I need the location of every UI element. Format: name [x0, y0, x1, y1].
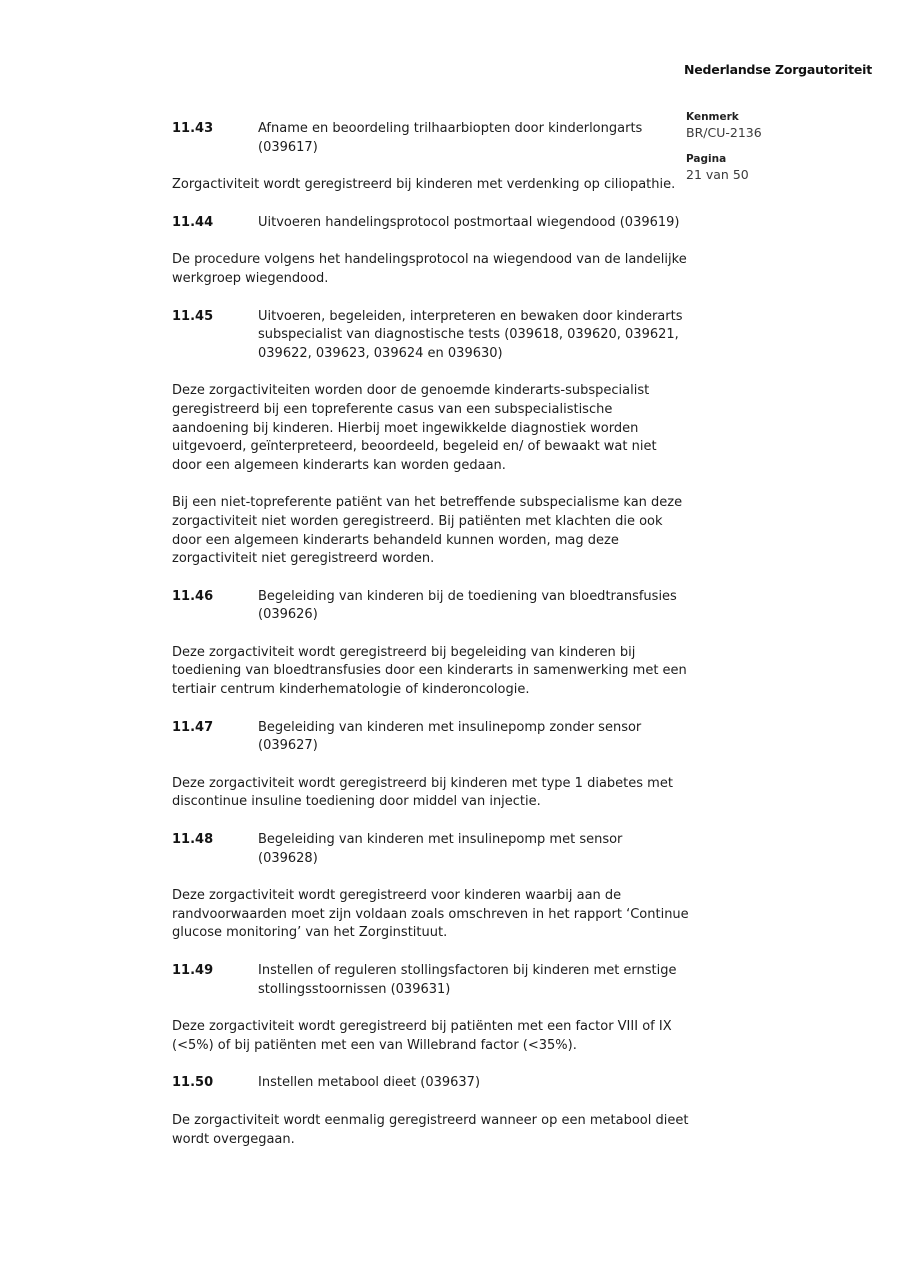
section-paragraph: Deze zorgactiviteit wordt geregistreerd bij begeleiding van kinderen bij toediening van bloedtransfusies door een kinderarts in samenwerking met een tertiair centrum kinderhematologie of kinderoncologie.	[172, 644, 687, 698]
section-title: Instellen metabool dieet (039637)	[258, 1075, 481, 1091]
section-number: 11.44	[172, 214, 214, 230]
kenmerk-value: BR/CU-2136	[686, 125, 762, 140]
section-heading-11-48	[172, 831, 689, 868]
section-number: 11.50	[172, 1075, 214, 1091]
section-paragraph: Zorgactiviteit wordt geregistreerd bij kinderen met verdenking op ciliopathie.	[172, 177, 676, 193]
section-heading-11-45	[172, 308, 689, 364]
section-number: 11.49	[172, 963, 214, 978]
section-paragraph: Deze zorgactiviteit wordt geregistreerd bij patiënten met een factor VIII of IX (<5%) of bij patiënten met een van Willebrand factor (<35%).	[172, 1019, 672, 1053]
pagina-value: 21 van 50	[686, 167, 749, 182]
section-paragraph: De zorgactiviteit wordt eenmalig geregistreerd wanneer op een metabool dieet wordt overgegaan.	[172, 1112, 689, 1147]
section-title: Begeleiding van kinderen bij de toediening van bloedtransfusies (039626)	[258, 588, 677, 623]
section-heading-11-43	[172, 120, 689, 157]
section-number: 11.47	[172, 719, 214, 735]
section-title: Afname en beoordeling trilhaarbiopten door kinderlongarts (039617)	[258, 121, 643, 155]
section-title: Uitvoeren, begeleiden, interpreteren en bewaken door kinderarts subspecialist van diagnostische tests (039618, 039620, 039621, 039622, 039623, 039624 en 039630)	[258, 308, 683, 361]
section-title: Uitvoeren handelingsprotocol postmortaal wiegendood (039619)	[258, 214, 680, 230]
section-paragraph: Deze zorgactiviteit wordt geregistreerd voor kinderen waarbij aan de randvoorwaarden moet zijn voldaan zoals omschreven in het rapport ‘Continue glucose monitoring’ van het Zorginstituut.	[172, 888, 689, 941]
document-body	[172, 120, 689, 1168]
section-number: 11.43	[172, 121, 214, 136]
kenmerk-label: Kenmerk	[686, 111, 739, 123]
section-heading-11-46	[172, 588, 689, 625]
section-title: Begeleiding van kinderen met insulinepomp met sensor (039628)	[258, 832, 623, 866]
section-paragraph: Bij een niet-topreferente patiënt van het betreffende subspecialisme kan deze zorgactiviteit niet worden geregistreerd. Bij patiënten met klachten die ook door een algemeen kinderarts behandeld kunnen worden, mag deze zorgactiviteit niet geregistreerd worden.	[172, 495, 683, 567]
section-title: Instellen of reguleren stollingsfactoren bij kinderen met ernstige stollingsstoornissen (039631)	[258, 963, 677, 997]
section-heading-11-49	[172, 962, 689, 999]
section-heading-11-47	[172, 719, 689, 756]
section-number: 11.45	[172, 308, 214, 324]
section-heading-11-50	[172, 1074, 689, 1093]
organization-logo: Nederlandse Zorgautoriteit	[684, 62, 872, 77]
section-paragraph: Deze zorgactiviteiten worden door de genoemde kinderarts-subspecialist geregistreerd bij een topreferente casus van een subspecialistische aandoening bij kinderen. Hierbij moet ingewikkelde diagnostiek worden uitgevoerd, geïnterpreteerd, beoordeeld, begeleid en/ of bewaakt wat niet door een algemeen kinderarts kan worden gedaan.	[172, 383, 657, 473]
section-title: Begeleiding van kinderen met insulinepomp zonder sensor (039627)	[258, 719, 642, 754]
section-number: 11.48	[172, 832, 214, 848]
page-meta-block	[686, 111, 856, 195]
pagina-label: Pagina	[686, 153, 727, 165]
section-number: 11.46	[172, 588, 214, 604]
section-heading-11-44	[172, 214, 689, 233]
section-paragraph: Deze zorgactiviteit wordt geregistreerd bij kinderen met type 1 diabetes met discontinue insuline toediening door middel van injectie.	[172, 775, 673, 810]
section-paragraph: De procedure volgens het handelingsprotocol na wiegendood van de landelijke werkgroep wiegendood.	[172, 252, 687, 286]
